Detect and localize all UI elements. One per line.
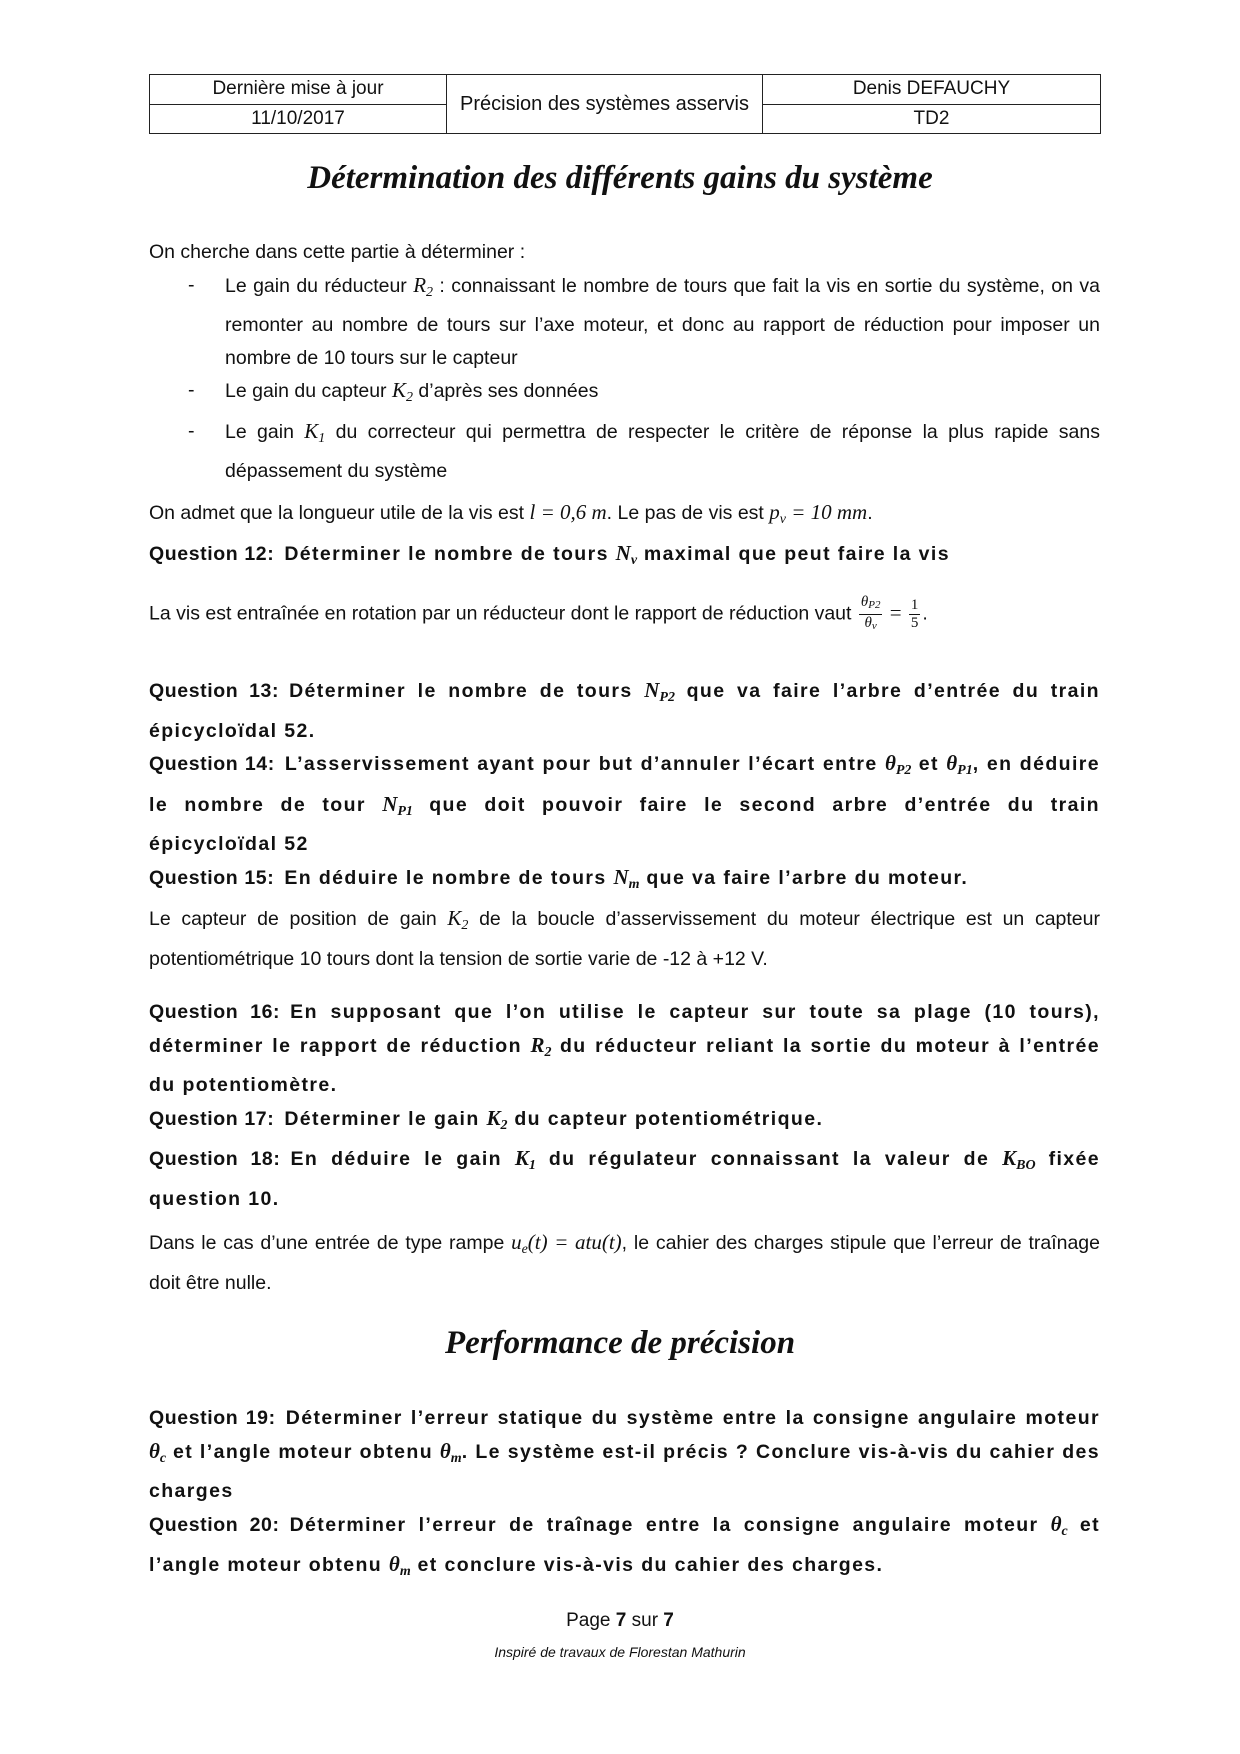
question-15: Question 15: En déduire le nombre de tours $N_m$ que va faire l’arbre du moteur.	[149, 864, 969, 892]
header-table	[149, 74, 1101, 134]
question-label: Question 17:	[149, 1107, 275, 1130]
list-item: - Le gain du réducteur $R_2$ : connaissant le nombre de tours que fait la vis en sortie du système, on va remonter au nombre de tours sur l’axe moteur, et donc au rapport de réduction pour imposer un nombre de 10 tours sur le capteur	[149, 269, 1100, 375]
screw-sentence: On admet que la longueur utile de la vis est l = 0,6 m. Le pas de vis est $p_v = 10$ mm.	[149, 500, 873, 527]
intro-text: On cherche dans cette partie à déterminer :	[149, 241, 526, 263]
ratio-fraction: $\frac{\theta_{P2}}{\theta_v}$	[860, 594, 881, 632]
questions-19-20	[149, 1402, 1100, 1589]
question-16: Question 16: En supposant que l’on utilise le capteur sur toute sa plage (10 tours), déterminer le rapport de réduction $R_2$ du réducteur reliant la sortie du moteur à l’entrée du potentiomètre.	[149, 1001, 1100, 1096]
section-title-precision: Performance de précision	[444, 1325, 796, 1361]
intro-block	[149, 236, 1100, 488]
ratio-value-fraction: $\frac{1}{5}$	[910, 597, 919, 631]
page-number: Page 7 sur 7	[566, 1610, 674, 1631]
screw-block	[149, 496, 1100, 577]
question-label: Question 18:	[149, 1148, 281, 1170]
bullet-list	[149, 269, 1100, 488]
question-label: Question 13:	[149, 680, 280, 702]
question-20: Question 20: Déterminer l’erreur de traînage entre la consigne angulaire moteur $\theta_c$ et l’angle moteur obtenu $\theta_m$ et conclure vis-à-vis du cahier des charges.	[149, 1511, 1100, 1579]
question-label: Question 15:	[149, 866, 275, 889]
question-18: Question 18: En déduire le gain $K_1$ du régulateur connaissant la valeur de $K_{BO}$ fixée question 10.	[149, 1146, 1101, 1210]
course-title: Précision des systèmes asservis	[447, 75, 763, 134]
question-label: Question 14:	[149, 753, 275, 775]
ramp-block	[149, 1226, 1100, 1299]
math-symbol: $K_1$	[304, 418, 326, 446]
list-item: - Le gain du capteur $K_2$ d’après ses données	[149, 374, 1100, 415]
ratio-block	[149, 594, 1100, 635]
question-label: Question 20:	[149, 1513, 280, 1536]
dash-bullet: -	[188, 379, 195, 401]
question-label: Question 19:	[149, 1407, 276, 1429]
ratio-sentence: La vis est entraînée en rotation par un réducteur dont le rapport de réduction vaut $\frac{\theta_{P2}}{\theta_v}$ = $\frac{1}{5}$ .	[149, 594, 1100, 635]
list-item: - Le gain $K_1$ du correcteur qui permettra de respecter le critère de réponse la plus rapide sans dépassement du système	[149, 415, 1100, 488]
sensor-block	[149, 902, 1100, 975]
question-label: Question 12:	[149, 542, 275, 565]
td-label: TD2	[763, 104, 1101, 134]
question-19: Question 19: Déterminer l’erreur statique du système entre la consigne angulaire moteur $\theta_c$ et l’angle moteur obtenu $\theta_m$. Le système est-il précis ? Conclure vis-à-vis du cahier des charges	[149, 1407, 1100, 1502]
questions-13-15	[149, 674, 1100, 901]
length-equation: l = 0,6 m	[529, 500, 607, 524]
ramp-sentence: Dans le cas d’une entrée de type rampe $u_e(t) = atu(t)$, le cahier des charges stipule que l’erreur de traînage doit être nulle.	[149, 1230, 1100, 1294]
question-12: Question 12: Déterminer le nombre de tours $N_v$ maximal que peut faire la vis	[149, 540, 950, 568]
author-name: Denis DEFAUCHY	[763, 75, 1101, 105]
question-17: Question 17: Déterminer le gain $K_2$ du capteur potentiométrique.	[149, 1105, 824, 1133]
math-symbol: $R_2$	[413, 272, 434, 300]
sensor-sentence: Le capteur de position de gain $K_2$ de la boucle d’asservissement du moteur électrique est un capteur potentiométrique 10 tours dont la tension de sortie varie de -12 à +12 V.	[149, 906, 1100, 970]
dash-bullet: -	[188, 273, 195, 296]
inspired-by-note: Inspiré de travaux de Florestan Mathurin	[494, 1644, 746, 1660]
math-symbol: $K_2$	[391, 378, 413, 405]
pitch-equation: $p_v = 10$ mm	[769, 500, 868, 527]
dash-bullet: -	[188, 419, 195, 442]
question-label: Question 16:	[149, 1001, 281, 1023]
last-update-label: Dernière mise à jour	[150, 75, 447, 105]
questions-16-18	[149, 996, 1100, 1215]
update-date: 11/10/2017	[150, 104, 447, 134]
section-title-gains: Détermination des différents gains du système	[307, 160, 933, 196]
question-13: Question 13: Déterminer le nombre de tours $N_{P2}$ que va faire l’arbre d’entrée du train épicycloïdal 52.	[149, 678, 1100, 742]
question-14: Question 14: L’asservissement ayant pour but d’annuler l’écart entre $\theta_{P2}$ et $\theta_{P1}$, en déduire le nombre de tour $N_{P1}$ que doit pouvoir faire le second arbre d’entrée du train épicycloïdal 52	[149, 751, 1100, 855]
